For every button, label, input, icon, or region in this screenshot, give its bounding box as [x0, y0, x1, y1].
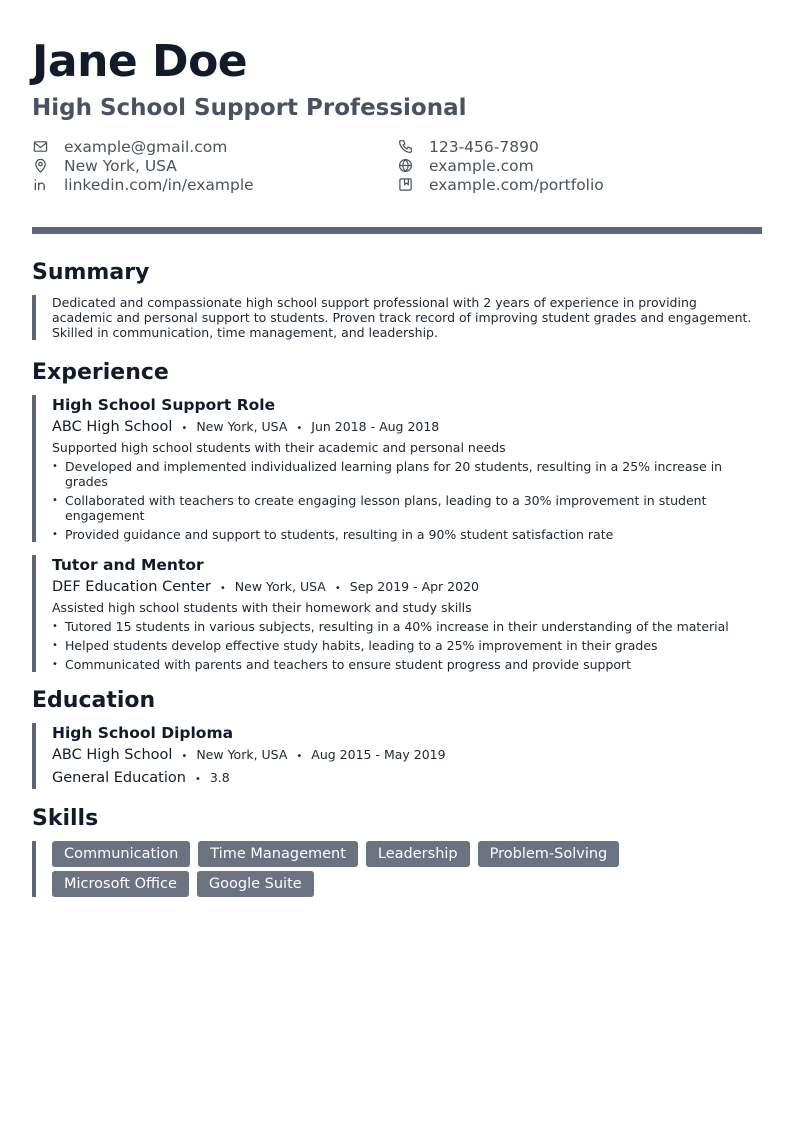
experience-organization: ABC High School: [52, 419, 173, 435]
education-meta: [52, 746, 762, 766]
education-gpa: 3.8: [209, 770, 230, 785]
education-dates: Aug 2015 - May 2019: [311, 747, 446, 762]
phone-icon: [397, 139, 413, 155]
contact-email-text: example@gmail.com: [64, 137, 228, 156]
location-pin-icon: [32, 158, 48, 174]
contact-linkedin-text: linkedin.com/in/example: [64, 175, 254, 194]
contact-website-text: example.com: [429, 156, 534, 175]
skill-chip: Time Management: [198, 841, 358, 867]
portfolio-icon: [397, 177, 413, 193]
education-entry: [32, 723, 762, 789]
contact-location-text: New York, USA: [64, 156, 177, 175]
summary-heading: Summary: [32, 260, 150, 285]
separator-dot: •: [194, 774, 201, 785]
separator-dot: •: [296, 751, 303, 762]
skill-chip: Problem-Solving: [478, 841, 620, 867]
contact-phone[interactable]: [397, 137, 762, 156]
experience-location: New York, USA: [196, 419, 288, 434]
experience-bullet: • Collaborated with teachers to create engaging lesson plans, leading to a 30% improvement in student engagement: [52, 493, 762, 523]
summary-text: Dedicated and compassionate high school support professional with 2 years of experience in providing academic and personal support to students. Proven track record of improving student grades and engagement. Skilled in communication, time management, and leadership.: [32, 295, 762, 340]
experience-bullets: [52, 459, 762, 542]
experience-bullet: • Communicated with parents and teachers to ensure student progress and provide support: [52, 657, 762, 672]
experience-dates: Sep 2019 - Apr 2020: [349, 579, 479, 594]
experience-section: [32, 359, 762, 672]
education-field: General Education: [52, 770, 186, 786]
experience-meta: [52, 578, 762, 598]
experience-bullet: • Helped students develop effective study habits, leading to a 25% improvement in their grades: [52, 638, 762, 653]
summary-section: [32, 259, 762, 340]
experience-meta: [52, 418, 762, 438]
experience-location: New York, USA: [234, 579, 326, 594]
contact-portfolio-text: example.com/portfolio: [429, 175, 604, 194]
globe-icon: [397, 158, 413, 174]
skills-heading: Skills: [32, 806, 99, 831]
experience-job-title: High School Support Role: [52, 396, 276, 414]
experience-bullet: • Tutored 15 students in various subjects, resulting in a 40% increase in their understanding of the material: [52, 619, 762, 634]
education-details: [52, 769, 762, 789]
linkedin-icon: [32, 177, 48, 193]
experience-entry: [32, 555, 762, 672]
education-degree: High School Diploma: [52, 724, 234, 742]
experience-heading: Experience: [32, 360, 169, 385]
skills-section: [32, 805, 762, 897]
contact-email[interactable]: [32, 137, 397, 156]
experience-description: Supported high school students with their academic and personal needs: [52, 440, 506, 455]
experience-bullet: • Provided guidance and support to students, resulting in a 90% student satisfaction rate: [52, 527, 762, 542]
contact-linkedin[interactable]: [32, 175, 397, 194]
contact-info: [32, 137, 762, 194]
separator-dot: •: [219, 583, 226, 594]
skill-chip: Google Suite: [197, 871, 314, 897]
education-heading: Education: [32, 688, 156, 713]
contact-phone-text: 123-456-7890: [429, 137, 539, 156]
header-divider: [32, 227, 762, 234]
job-title: High School Support Professional: [32, 95, 467, 121]
candidate-name: Jane Doe: [32, 36, 248, 87]
education-section: [32, 687, 762, 789]
education-location: New York, USA: [196, 747, 288, 762]
separator-dot: •: [296, 423, 303, 434]
contact-portfolio[interactable]: [397, 175, 762, 194]
contact-location: [32, 156, 397, 175]
separator-dot: •: [181, 423, 188, 434]
experience-bullets: [52, 619, 762, 672]
skill-chip: Communication: [52, 841, 190, 867]
education-school: ABC High School: [52, 747, 173, 763]
mail-icon: [32, 139, 48, 155]
experience-bullet: • Developed and implemented individualized learning plans for 20 students, resulting in a 25% increase in grades: [52, 459, 762, 489]
separator-dot: •: [181, 751, 188, 762]
experience-dates: Jun 2018 - Aug 2018: [311, 419, 440, 434]
experience-entry: [32, 395, 762, 542]
contact-website[interactable]: [397, 156, 762, 175]
skill-chip: Leadership: [366, 841, 470, 867]
experience-job-title: Tutor and Mentor: [52, 556, 204, 574]
experience-organization: DEF Education Center: [52, 579, 211, 595]
separator-dot: •: [334, 583, 341, 594]
skills-list: [32, 841, 652, 897]
experience-description: Assisted high school students with their homework and study skills: [52, 600, 472, 615]
skill-chip: Microsoft Office: [52, 871, 189, 897]
